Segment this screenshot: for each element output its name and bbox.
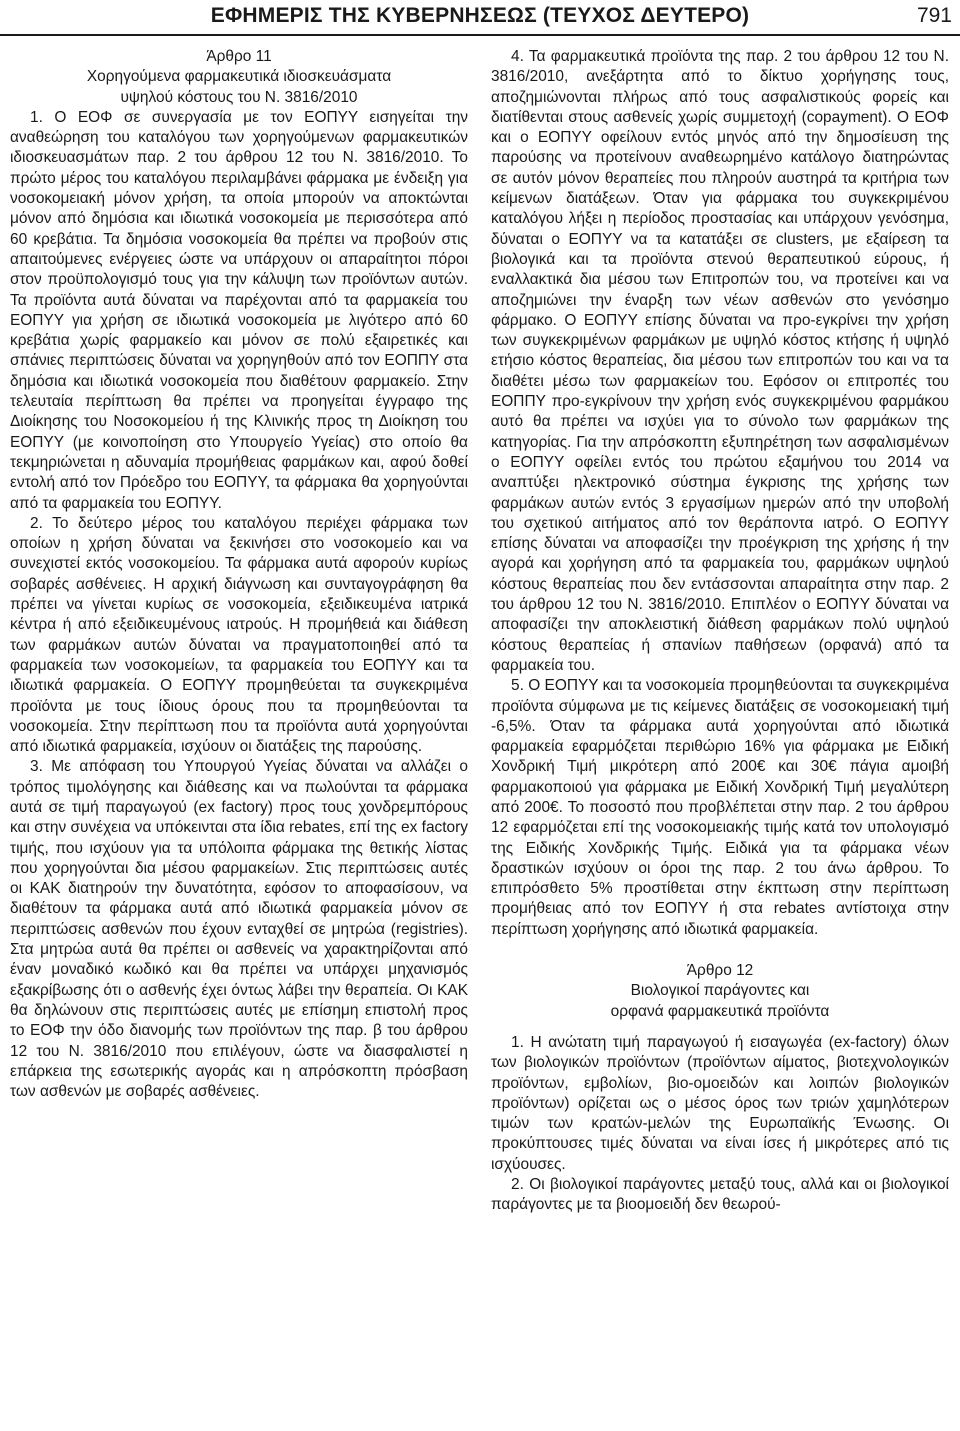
article-11-heading: [10, 47, 468, 108]
paragraph: 4. Τα φαρμακευτικά προϊόντα της παρ. 2 του άρθρου 12 του Ν. 3816/2010, ανεξάρτητα από το δίκτυο χορήγησης τους, αποζημιώνονται πλήρως από τους ασφαλιστικούς φορείς και διατίθενται στους ασθενείς χωρίς συμμετοχή (copayment). Ο ΕΟΦ και ο ΕΟΠΥΥ οφείλουν εντός μηνός από την δημοσίευση της παρούσης να προτείνουν αναθεωρημένο κατάλογο διατηρώντας σε αυτόν μόνον θεραπείες που πληρούν αυστηρά τα κριτήρια των κείμενων διατάξεων. Όταν για φάρμακα του συγκεκριμένου καταλόγου λήξει η περίοδος προστασίας και υπάρχουν γενόσημα, δύναται ο ΕΟΠΥΥ να τα κατατάξει σε clusters, με εξαίρεση τα βιολογικά και τα προϊόντα στενού θεραπευτικού εύρους, ή εναλλακτικά δια μέσου των Επιτροπών του, να προτείνει και να αποζημιώνει την έναρξη των νέων ασθενών στο γενόσημο φάρμακο. Ο ΕΟΠΥΥ επίσης δύναται να προ-εγκρίνει την χρήση των συγκεκριμένων φαρμάκων με υψηλό κόστος κτήσης ή υψηλό ετήσιο κόστος θεραπείας, δια μέσου των επιτροπών του και να τα διαθέτει μέσω των φαρμακείων του. Εφόσον οι επιτροπές του ΕΟΠΠΥ προ-εγκρίνουν την χρήση ενός συγκεκριμένου φαρμάκου αυτό θα πρέπει να ισχύει για το σύνολο των φαρμάκων της κατηγορίας. Για την απρόσκοπτη εξυπηρέτηση των ασφαλισμένων ο ΕΟΠΥΥ οφείλει εντός του πρώτου εξαμήνου του 2014 να αναπτύξει ηλεκτρονικό σύστημα έγκρισης της χρήσης των φαρμάκων αυτών εντός 3 εργασίμων ημερών από την υποβολή του σχετικού αιτήματος από τον θεράποντα ιατρό. Ο ΕΟΠΥΥ επίσης δύναται να αποφασίζει την προέγκριση της χρήσης ή την αγορά και χορήγηση από τα φαρμακεία του, φαρμάκων υψηλού κόστους θεραπείας που δεν εντάσσονται απαραίτητα στην παρ. 2 του άρθρου 12 του Ν. 3816/2010. Επιπλέον ο ΕΟΠΥΥ δύναται να αποφασίζει την αποκλειστική διάθεση φαρμάκων πολύ υψηλού κόστους θεραπείας ή σπανίων παθήσεων (ορφανά) από τα φαρμακεία του.: [491, 48, 949, 674]
article-number: Άρθρο 11: [206, 48, 272, 65]
section-gap: [491, 940, 949, 961]
header-divider: [0, 34, 960, 36]
article-12-heading: [491, 961, 949, 1022]
paragraph: 5. Ο ΕΟΠΥΥ και τα νοσοκομεία προμηθεύονται τα συγκεκριμένα προϊόντα σύμφωνα με τις κείμενες διατάξεις σε νοσοκομειακή τιμή -6,5%. Όταν τα φάρμακα αυτά χορηγούνται από ιδιωτικά φαρμακεία εφαρμόζεται περιθώριο 16% για φάρμακα με Ειδική Χονδρική Τιμή μικρότερη από 200€ και 30€ πάγια αμοιβή φαρμακοποιού για φάρμακα με Ειδική Χονδρική Τιμή μεγαλύτερη από 200€. Το ποσοστό που προβλέπεται στην παρ. 2 του άρθρου 12 εφαρμόζεται επί της νοσοκομειακής τιμής κατά τον υπολογισμό της Ειδικής Χονδρικής Τιμής. Ειδικά για τα φάρμακα νέων δραστικών ισχύουν οι όροι της παρ. 2 του άνω άρθρου. Το επιπρόσθετο 5% προστίθεται στην έκπτωση στην περίπτωση προμήθειας από τον ΕΟΠΥΥ ή στα rebates αντίστοιχα στην περίπτωση χορήγησης από ιδιωτικά φαρμακεία.: [491, 677, 949, 938]
page-number: 791: [916, 4, 952, 27]
paragraph: 2. Το δεύτερο μέρος του καταλόγου περιέχει φάρμακα των οποίων η χρήση δύναται να ξεκινήσει στο νοσοκομείο και να συνεχιστεί εκτός νοσοκομείου. Τα φάρμακα αυτά αφορούν κυρίως σοβαρές ασθένειες. Η αρχική διάγνωση και συνταγογράφηση θα πρέπει να γίνεται κυρίως σε νοσοκομεία, εξειδικευμένα ιατρικά κέντρα ή από εξειδικευμένους ιατρούς. Η προμήθειά και διάθεση των φαρμάκων αυτών δύναται να πραγματοποιηθεί από τα φαρμακεία των νοσοκομείων, τα φαρμακεία του ΕΟΠΥΥ και τα ιδιωτικά φαρμακεία. Ο ΕΟΠΥΥ προμηθεύεται τα συγκεκριμένα προϊόντα με τους ίδιους όρους που τα προμηθεύονται τα νοσοκομεία. Στην περίπτωση που τα προϊόντα αυτά χορηγούνται από ιδιωτικά φαρμακεία, ισχύουν οι διατάξεις της παρούσης.: [10, 514, 468, 756]
paragraph: 2. Οι βιολογικοί παράγοντες μεταξύ τους, αλλά και οι βιολογικοί παράγοντες με τα βιοομοειδή δεν θεωρού-: [491, 1176, 949, 1214]
page-header: [0, 0, 960, 34]
section-gap: [491, 1022, 949, 1033]
paragraph: 1. Η ανώτατη τιμή παραγωγού ή εισαγωγέα (ex-factory) όλων των βιολογικών προϊόντων (προϊόντων αίματος, βιοτεχνολογικών προϊόντων, εμβολίων, βιο-ομοειδών και λοιπών βιολογικών προϊόντων) ορίζεται ως ο μέσος όρος των τριών χαμηλότερων τιμών των κρατών-μελών της Ευρωπαϊκής Ένωσης. Οι προκύπτουσες τιμές δύναται να είναι ίσες ή μικρότερες από τις ισχύουσες.: [491, 1033, 949, 1173]
article-title-line: Χορηγούμενα φαρμακευτικά ιδιοσκευάσματα: [86, 68, 392, 86]
article-number: Άρθρο 12: [686, 962, 754, 980]
article-title-line: Βιολογικοί παράγοντες και: [630, 982, 810, 1000]
left-column: [10, 47, 468, 1427]
right-column: [491, 47, 949, 1427]
article-title-line: ορφανά φαρμακευτικά προϊόντα: [610, 1002, 830, 1020]
paragraph: 1. Ο ΕΟΦ σε συνεργασία με τον ΕΟΠΥΥ εισηγείται την αναθεώρηση του καταλόγου των χορηγούμενων φαρμακευτικών ιδιοσκευασμάτων παρ. 2 του άρθρου 12 του Ν. 3816/2010. Το πρώτο μέρος του καταλόγου περιλαμβάνει φάρμακα με ένδειξη για νοσοκομειακή μόνον χρήση, τα οποία μπορούν να αποκτώνται μόνον από δημόσια και ιδιωτικά νοσοκομεία με περισσότερα από 60 κρεβάτια. Τα δημόσια νοσοκομεία θα πρέπει να προβούν στις απαιτούμενες ενέργειες ώστε να υπάρχουν οι απαραίτητοι πόροι στον προϋπολογισμό τους για την κάλυψη των προϊόντων αυτών. Τα προϊόντα αυτά δύναται να παρέχονται από τα φαρμακεία του ΕΟΠΥΥ για χρήση σε ιδιωτικά νοσοκομεία με λιγότερο από 60 κρεβάτια χωρίς φαρμακείο και μόνον σε πολύ εξαιρετικές και σπάνιες περιπτώσεις δύναται να χορηγηθούν από τον ΕΟΠΠΥ στα δημόσια και ιδιωτικά νοσοκομεία που διαθέτουν φαρμακείο. Στην τελευταία περίπτωση θα πρέπει να προηγείται έγγραφο της Διοίκησης του Νοσοκομείου ή της Κλινικής προς τη Διοίκηση του ΕΟΠΥΥ (με κοινοποίηση στο Υπουργείο Υγείας) στο οποίο θα τεκμηριώνεται η αδυναμία προμήθειας φαρμάκων και, αφού δοθεί εντολή από τον Πρόεδρο του ΕΟΠΥΥ, τα φάρμακα θα χορηγούνται από τα φαρμακεία του ΕΟΠΥΥ.: [10, 108, 468, 512]
paragraph: 3. Με απόφαση του Υπουργού Υγείας δύναται να αλλάζει ο τρόπος τιμολόγησης και διάθεσης και να πωλούνται τα φάρμακα αυτά σε τιμή παραγωγού (ex factory) προς τους χονδρεμπόρους και στην συνέχεια να υπόκεινται στα ίδια rebates, επί της ex factory τιμής, που ισχύουν για τα υπόλοιπα φάρμακα της θετικής λίστας που χορηγούνται δια μέσου φαρμακείων. Στις περιπτώσεις αυτές οι ΚΑΚ διατηρούν την δυνατότητα, εφόσον το αποφασίσουν, να διαθέτουν τα φάρμακα αυτά από ιδιωτικά φαρμακεία μόνον σε περιπτώσεις ασθενών που έχουν ενταχθεί σε μητρώα (registries). Στα μητρώα αυτά θα πρέπει οι ασθενείς να χαρακτηρίζονται από έναν μοναδικό κωδικό και θα πρέπει να υπάρχει μηχανισμός εξακρίβωσης ότι ο ασθενής έχει όντως λάβει την θεραπεία. Οι ΚΑΚ θα δηλώνουν στις περιπτώσεις αυτές με επίσημη επιστολή προς το ΕΟΦ την όδο διανομής των προϊόντων της παρ. β του άρθρου 12 του Ν. 3816/2010 που επιλέγουν, ώστε να διασφαλιστεί η επάρκεια της εσωτερικής αγοράς και η απρόσκοπτη πρόσβαση των ασθενών με σοβαρές ασθένειες.: [10, 758, 468, 1101]
article-title-line: υψηλού κόστους του Ν. 3816/2010: [120, 88, 358, 106]
gazette-title: ΕΦΗΜΕΡΙΣ ΤΗΣ ΚΥΒΕΡΝΗΣΕΩΣ (ΤΕΥΧΟΣ ΔΕΥΤΕΡΟ): [210, 4, 750, 27]
